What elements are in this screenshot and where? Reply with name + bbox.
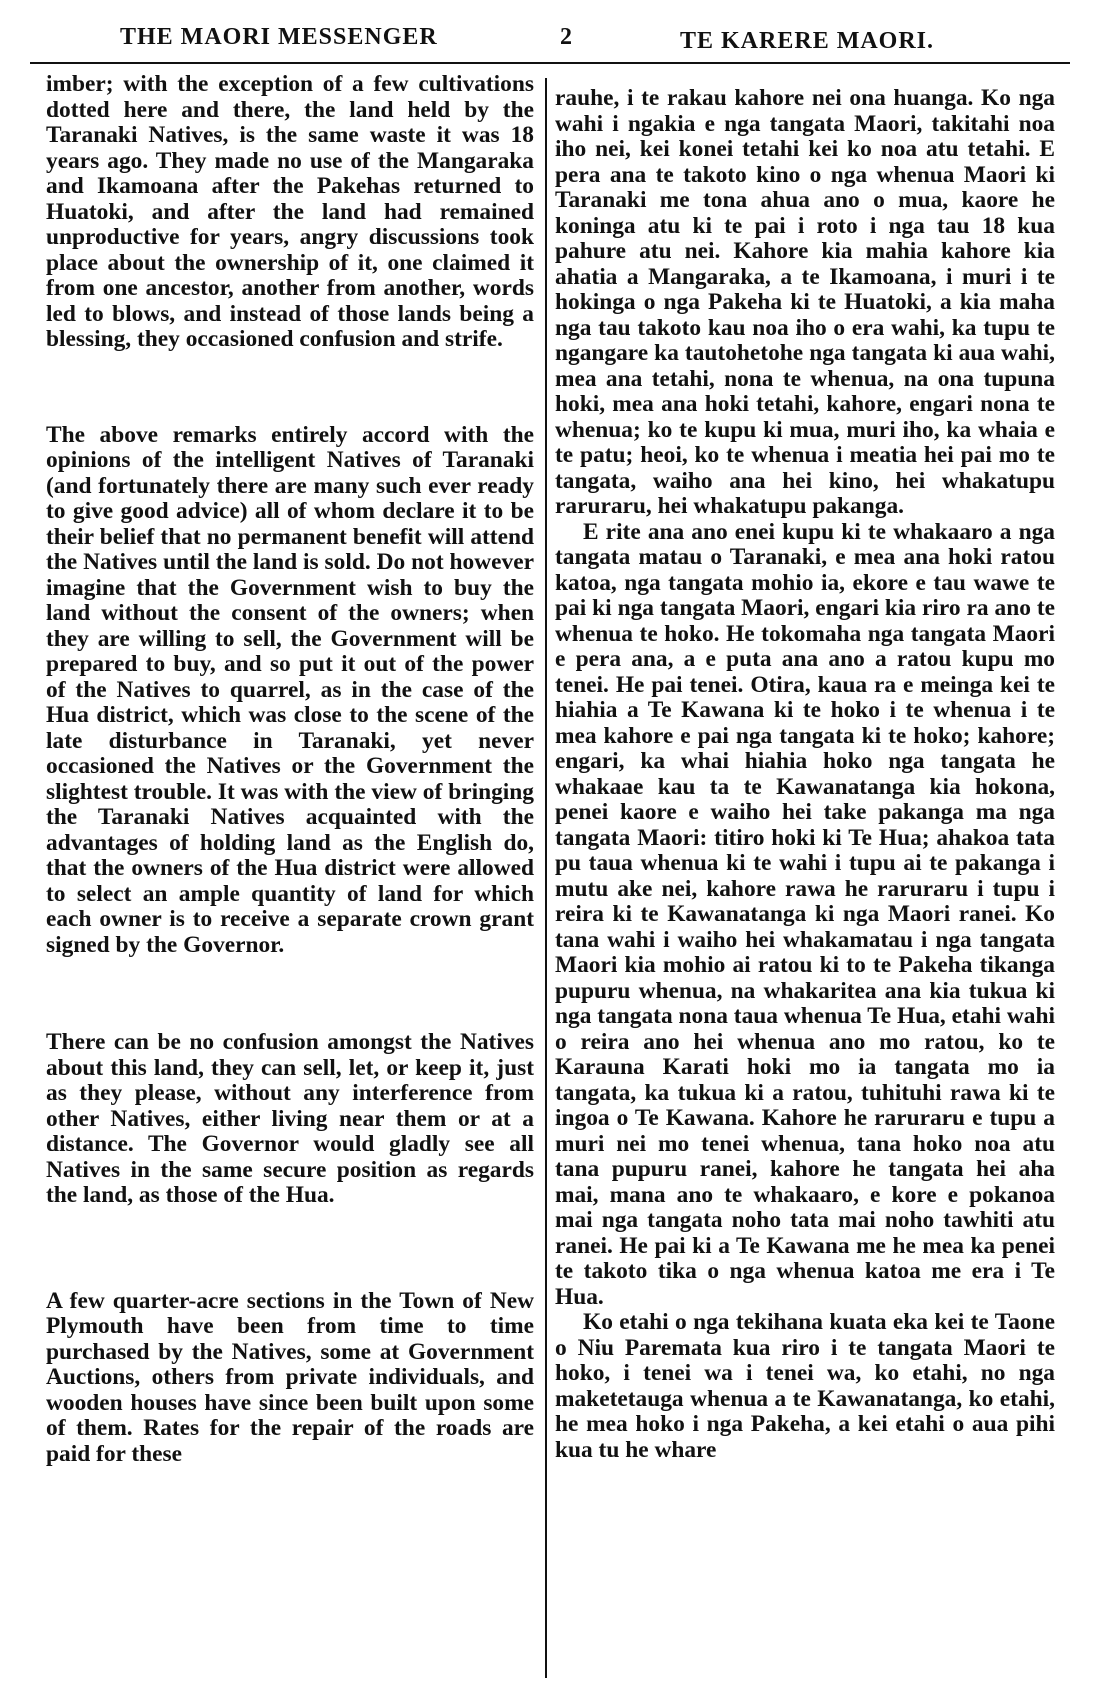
english-paragraph-4: A few quarter-acre sections in the Town of New Plymouth have been from time to time purchased by the Natives, some at Government Auctions, others from private individuals, and wooden houses have since been built upon some of them. Rates for the repair of the roads are paid for these [46, 1287, 534, 1467]
maori-paragraph-2: E rite ana ano enei kupu ki te whakaaro a nga tangata matau o Taranaki, e mea ana hoki ratou katoa, nga tangata mohio ia, ekore e tau wawe te pai ki nga tangata Maori, engari kia riro ra ano te whenua te hoko. He tokomaha nga tangata Maori e pera ana, a e puta ana ano a ratou kupu mo tenei. He pai tenei. Otira, kaua ra e meinga kei te hiahia a Te Kawana ki te hoko i te whenua i te mea kahore e pai nga tangata ki te hoko; kahore; engari, ka whai hiahia hoko nga tangata he whakaae kau ta te Kawanatanga kia hokona, penei kaore e waiho hei take pakanga ma nga tangata Maori: titiro hoki ki Te Hua; ahakoa tata pu taua whenua ki te wahi i tupu ai te pakanga i mutu ake nei, kahore rawa he raruraru i tupu i reira ki te Kawanatanga ki nga Maori ranei. Ko tana wahi i waiho hei whakamatau i nga tangata Maori kia mohio ai ratou ki to te Pakeha tikanga pupuru whenua, na whakaritea ana kia tukua ki nga tangata nona taua whenua Te Hua, etahi wahi o reira ano hei whenua ano mo ratou, ko te Karauna Karati hoki mo ia tangata mo ia tangata, ka tukua ki a ratou, tuhituhi rawa ki te ingoa o Te Kawana. Kahore he raruraru e tupu a muri nei mo tenei whenua, tana hoko noa atu tana pupuru ranei, kahore he tangata hei aha mai, mana ano te whakaaro, e kore e pokanoa mai nga tangata noho tata mai noho tawhiti atu ranei. He pai ki a Te Kawana me he mea ka penei te takoto tika o nga whenua katoa me era i Te Hua. [555, 518, 1055, 1310]
maori-paragraph-3: Ko etahi o nga tekihana kuata eka kei te Taone o Niu Paremata kua riro i te tangata Maori te hoko, i tenei wa i tenei wa, ko etahi, no nga maketetauga whenua a te Kawanatanga, ko etahi, he mea hoko i nga Pakeha, a kei etahi o aua pihi kua tu he whare [555, 1309, 1055, 1463]
english-title: THE MAORI MESSENGER [120, 24, 438, 50]
maori-paragraph-1: rauhe, i te rakau kahore nei ona huanga. Ko nga wahi i ngakia e nga tangata Maori, takitahi noa iho nei, kei konei tetahi kei ko noa atu tetahi. E pera ana te takoto kino o nga whenua Maori ki Taranaki me tona ahua ano o mua, kaore he koninga atu ki te pai i roto i nga tau 18 kua pahure atu nei. Kahore kia mahia kahore kia ahatia a Mangaraka, a te Ikamoana, i muri i te hokinga o nga Pakeha ki te Huatoki, a kia maha nga tau takoto kau noa iho o era wahi, ka tupu te ngangare ka tautohetohe nga tangata ki aua wahi, mea ana tetahi, nona te whenua, na ona tupuna hoki, mea ana hoki tetahi, kahore, engari nona te whenua; ko te kupu ki mua, muri iho, ka whaia e te patu; heoi, ko te whenua i meatia hei pai mo te tangata, waiho ana hei kino, hei whakatupu raruraru, hei whakatupu pakanga. [555, 85, 1055, 519]
english-column [46, 72, 534, 1467]
maori-title: TE KARERE MAORI. [680, 28, 935, 54]
english-paragraph-2: The above remarks entirely accord with the opinions of the intelligent Natives of Taranaki (and fortunately there are many such ever ready to give good advice) all of whom declare it to be their belief that no permanent benefit will attend the Natives until the land is sold. Do not however imagine that the Government wish to buy the land without the consent of the owners; when they are willing to sell, the Government will be prepared to buy, and so put it out of the power of the Natives to quarrel, as in the case of the Hua district, which was close to the scene of the late disturbance in Taranaki, yet never occasioned the Natives or the Government the slightest trouble. It was with the view of bringing the Taranaki Natives acquainted with the advantages of holding land as the English do, that the owners of the Hua district were allowed to select an ample quantity of land for which each owner is to receive a separate crown grant signed by the Governor. [46, 421, 534, 958]
page-number: 2 [560, 24, 573, 50]
english-paragraph-1: imber; with the exception of a few cultivations dotted here and there, the land held by the Taranaki Natives, is the same waste it was 18 years ago. They made no use of the Mangaraka and Ikamoana after the Pakehas returned to Huatoki, and after the land had remained unproductive for years, angry discussions took place about the ownership of it, one claimed it from one ancestor, another from another, words led to blows, and instead of those lands being a blessing, they occasioned confusion and strife. [46, 71, 534, 352]
header-rule [30, 62, 1070, 64]
maori-column [555, 86, 1055, 1463]
english-paragraph-3: There can be no confusion amongst the Natives about this land, they can sell, let, or keep it, just as they please, without any interference from other Natives, either living near them or at a distance. The Governor would gladly see all Natives in the same secure position as regards the land, as those of the Hua. [46, 1029, 534, 1208]
page-header [40, 14, 1074, 54]
column-divider [545, 78, 547, 1678]
